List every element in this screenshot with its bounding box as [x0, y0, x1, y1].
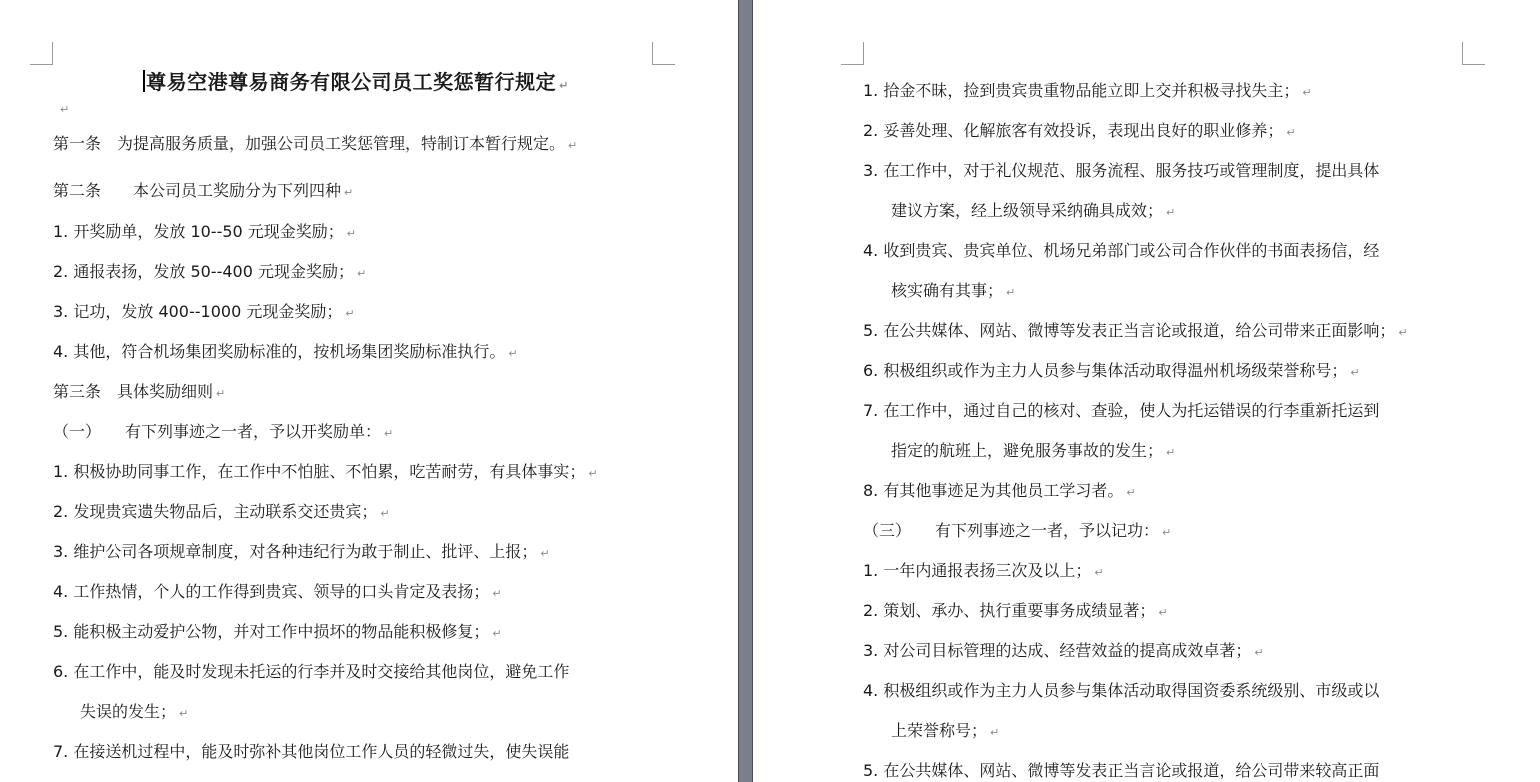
line-text: 第一条 为提高服务质量，加强公司员工奖惩管理，特制订本暂行规定。 [53, 134, 566, 153]
paragraph-mark-icon: ↵ [345, 307, 355, 320]
document-line[interactable] [53, 461, 598, 485]
line-text: 8. 有其他事迹足为其他员工学习者。 [863, 481, 1124, 500]
paragraph-mark-icon: ↵ [492, 627, 502, 640]
document-line[interactable] [53, 541, 550, 565]
line-text: 4. 收到贵宾、贵宾单位、机场兄弟部门或公司合作伙伴的书面表扬信，经 [863, 241, 1380, 260]
line-text: 指定的航班上，避免服务事故的发生； [891, 441, 1164, 460]
line-text: 7. 在工作中，通过自己的核对、查验，使人为托运错误的行李重新托运到 [863, 401, 1380, 420]
paragraph-mark-icon: ↵ [508, 347, 518, 360]
paragraph-mark-icon: ↵ [1398, 326, 1408, 339]
document-line[interactable] [53, 661, 569, 683]
line-text: 4. 其他，符合机场集团奖励标准的，按机场集团奖励标准执行。 [53, 342, 506, 361]
paragraph-mark-icon: ↵ [346, 227, 357, 240]
margin-corner-top-right [1462, 42, 1485, 65]
document-line[interactable] [863, 600, 1168, 624]
line-text: 建议方案，经上级领导采纳确具成效； [891, 201, 1164, 220]
paragraph-mark-icon: ↵ [216, 387, 226, 400]
paragraph-mark-icon: ↵ [380, 507, 390, 520]
empty-paragraph-mark-icon: ↵ [60, 103, 70, 116]
line-text: 7. 在接送机过程中，能及时弥补其他岗位工作人员的轻微过失，使失误能 [53, 742, 570, 761]
document-line[interactable] [53, 133, 577, 157]
line-text: 6. 在工作中，能及时发现未托运的行李并及时交接给其他岗位，避免工作 [53, 662, 570, 681]
document-line[interactable] [863, 480, 1136, 504]
paragraph-mark-icon: ↵ [356, 267, 367, 280]
line-text: 第二条 本公司员工奖励分为下列四种 [53, 181, 342, 200]
document-line[interactable] [863, 80, 1312, 104]
text-cursor [143, 70, 145, 92]
line-text: 3. 对公司目标管理的达成、经营效益的提高成效卓著； [863, 641, 1252, 660]
paragraph-mark-icon: ↵ [540, 547, 550, 560]
line-text: 上荣誉称号； [891, 721, 988, 740]
document-line[interactable] [891, 200, 1175, 224]
document-line[interactable] [53, 180, 353, 204]
document-line[interactable] [863, 760, 1379, 782]
document-line[interactable] [53, 421, 393, 445]
line-text: 1. 积极协助同事工作，在工作中不怕脏、不怕累，吃苦耐劳，有具体事实； [53, 462, 586, 481]
document-line[interactable] [891, 280, 1015, 304]
document-line[interactable] [53, 741, 569, 763]
paragraph-mark-icon: ↵ [568, 139, 578, 152]
line-text: 核实确有其事； [891, 281, 1004, 300]
line-text: 5. 能积极主动爱护公物，并对工作中损坏的物品能积极修复； [53, 622, 490, 641]
document-title-text: 尊易空港尊易商务有限公司员工奖惩暂行规定 [146, 70, 557, 94]
document-page-left [0, 0, 738, 782]
document-line[interactable] [53, 621, 502, 645]
document-line[interactable] [863, 320, 1408, 344]
paragraph-mark-icon: ↵ [179, 707, 189, 720]
paragraph-mark-icon: ↵ [990, 726, 1000, 739]
line-text: （一） 有下列事迹之一者，予以开奖励单： [53, 422, 382, 441]
document-line[interactable] [53, 501, 390, 525]
line-text: 1. 开奖励单，发放 10--50 元现金奖励； [53, 222, 344, 241]
paragraph-mark-icon: ↵ [1302, 86, 1312, 99]
paragraph-mark-icon: ↵ [1162, 526, 1172, 539]
document-line[interactable] [53, 301, 355, 325]
document-line[interactable] [53, 581, 502, 605]
paragraph-mark-icon: ↵ [1094, 566, 1104, 579]
document-page-right [753, 0, 1540, 782]
paragraph-mark-icon: ↵ [588, 467, 598, 480]
document-line[interactable] [891, 720, 999, 744]
paragraph-mark-icon: ↵ [1158, 606, 1168, 619]
document-line[interactable] [863, 400, 1379, 422]
line-text: 5. 在公共媒体、网站、微博等发表正当言论或报道，给公司带来正面影响； [863, 321, 1396, 340]
document-line[interactable] [863, 560, 1104, 584]
paragraph-mark-icon: ↵ [1166, 446, 1176, 459]
document-line[interactable] [53, 221, 356, 245]
document-line[interactable] [863, 520, 1171, 544]
document-line[interactable] [80, 701, 188, 725]
margin-corner-top-left [30, 42, 53, 65]
line-text: 第三条 具体奖励细则 [53, 382, 214, 401]
document-title[interactable] [0, 66, 712, 95]
line-text: 3. 在工作中，对于礼仪规范、服务流程、服务技巧或管理制度，提出具体 [863, 161, 1380, 180]
line-text: 2. 妥善处理、化解旅客有效投诉，表现出良好的职业修养； [863, 121, 1284, 140]
document-line[interactable] [53, 261, 366, 285]
line-text: 4. 积极组织或作为主力人员参与集体活动取得国资委系统级别、市级或以 [863, 681, 1380, 700]
line-text: 失误的发生； [80, 702, 177, 721]
paragraph-mark-icon: ↵ [344, 186, 354, 199]
document-line[interactable] [863, 640, 1264, 664]
line-text: （三） 有下列事迹之一者，予以记功： [863, 521, 1160, 540]
line-text: 5. 在公共媒体、网站、微博等发表正当言论或报道，给公司带来较高正面 [863, 761, 1380, 780]
margin-corner-top-right [652, 42, 675, 65]
page-gutter [738, 0, 753, 782]
line-text: 6. 积极组织或作为主力人员参与集体活动取得温州机场级荣誉称号； [863, 361, 1348, 380]
document-line[interactable] [891, 440, 1175, 464]
document-line[interactable] [863, 360, 1360, 384]
line-text: 1. 拾金不昧，捡到贵宾贵重物品能立即上交并积极寻找失主； [863, 81, 1300, 100]
line-text: 4. 工作热情，个人的工作得到贵宾、领导的口头肯定及表扬； [53, 582, 490, 601]
document-line[interactable] [53, 381, 225, 405]
paragraph-mark-icon: ↵ [1126, 486, 1136, 499]
document-line[interactable] [863, 160, 1379, 182]
paragraph-mark-icon: ↵ [384, 427, 394, 440]
line-text: 3. 维护公司各项规章制度，对各种违纪行为敢于制止、批评、上报； [53, 542, 538, 561]
paragraph-mark-icon: ↵ [1254, 646, 1264, 659]
line-text: 3. 记功，发放 400--1000 元现金奖励； [53, 302, 343, 321]
margin-corner-top-left [841, 42, 864, 65]
paragraph-mark-icon: ↵ [1006, 286, 1016, 299]
paragraph-mark-icon: ↵ [1350, 366, 1360, 379]
document-line[interactable] [863, 120, 1296, 144]
paragraph-mark-icon: ↵ [1286, 126, 1296, 139]
document-line[interactable] [863, 240, 1379, 262]
document-line[interactable] [53, 341, 518, 365]
document-line[interactable] [863, 680, 1379, 702]
line-text: 2. 发现贵宾遗失物品后，主动联系交还贵宾； [53, 502, 378, 521]
paragraph-mark-icon: ↵ [492, 587, 502, 600]
line-text: 2. 通报表扬，发放 50--400 元现金奖励； [53, 262, 354, 281]
line-text: 2. 策划、承办、执行重要事务成绩显著； [863, 601, 1156, 620]
paragraph-mark-icon: ↵ [559, 79, 569, 92]
paragraph-mark-icon: ↵ [1166, 206, 1176, 219]
line-text: 1. 一年内通报表扬三次及以上； [863, 561, 1092, 580]
